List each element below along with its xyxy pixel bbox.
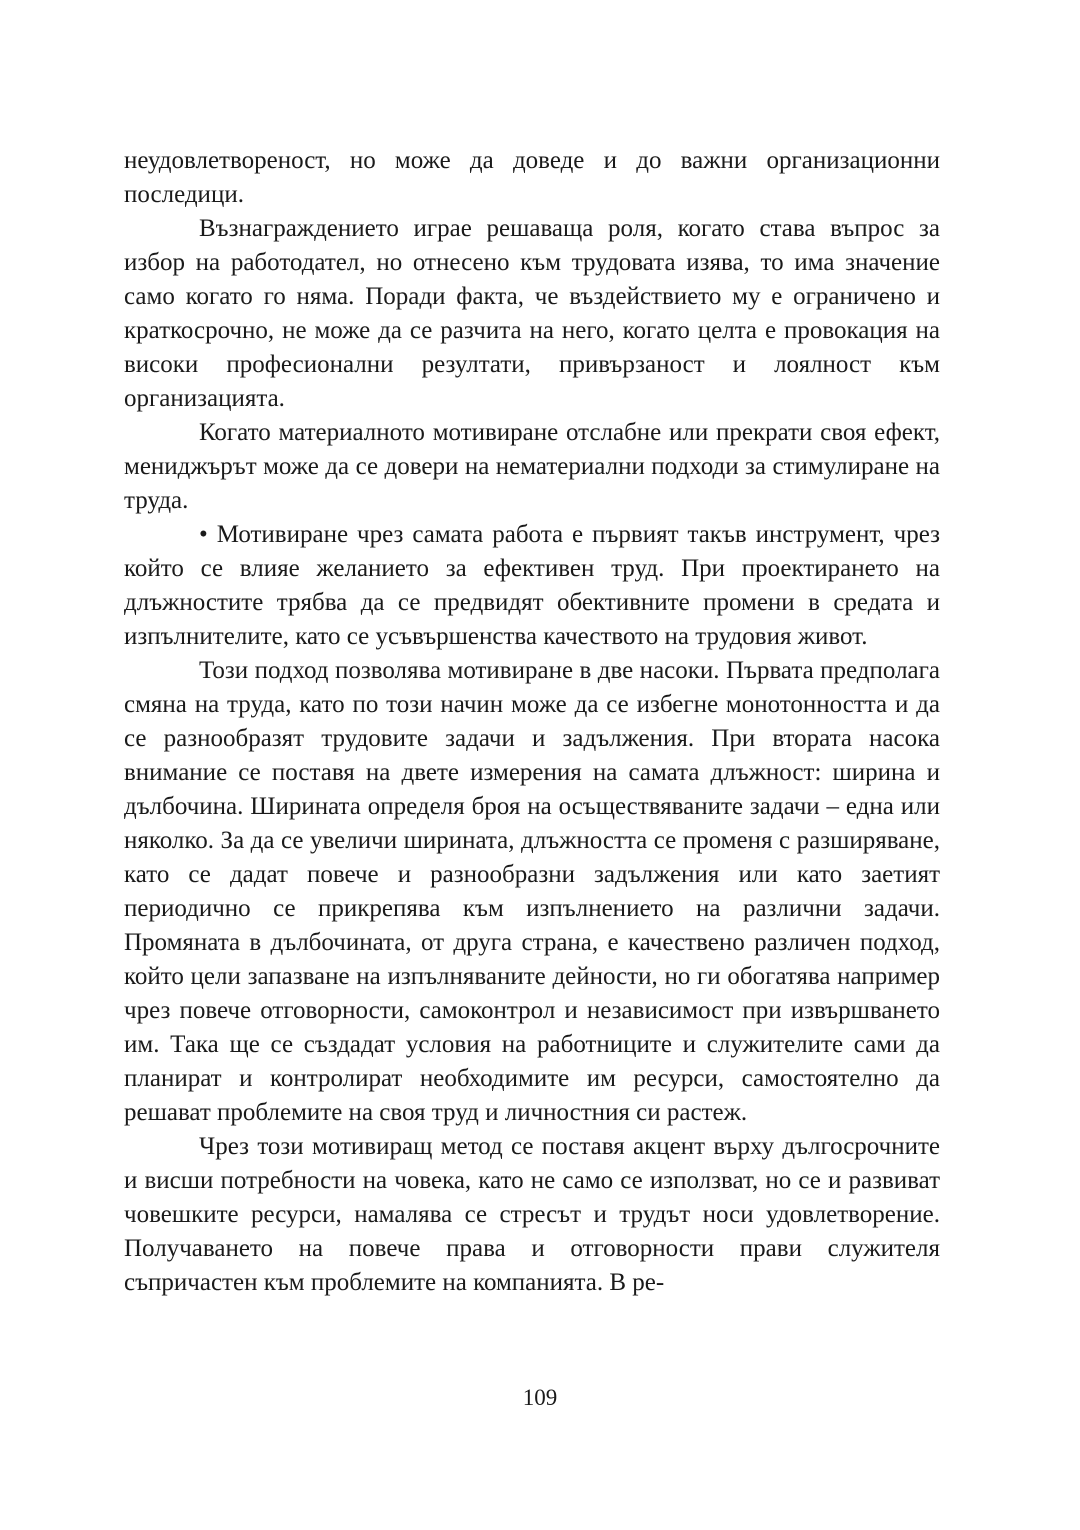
paragraph: Чрез този мотивиращ метод се поставя акцент върху дългосрочните и висши потребности на човека, като не само се използват, но се и развиват човешките ресурси, намалява се стресът и трудът носи удовлетворение. Получаването на повече права и отговорности прави служителя съпричастен към проблемите на компанията. В ре- [124, 1133, 940, 1296]
paragraph: Този подход позволява мотивиране в две насоки. Първата предполага смяна на труда, като по този начин може да се избегне монотонността и да се разнообразят трудовите задачи и задължения. При втората насока внимание се поставя на двете измерения на самата длъжност: ширина и дълбочина. Ширината определя броя на осъществяваните задачи – една или няколко. За да се увеличи ширината, длъжността се променя с разширяване, като се дадат повече и разнообразни задължения или като заетият периодично се прикрепява към изпълнението на различни задачи. Промяната в дълбочината, от друга страна, е качествено различен подход, който цели запазване на изпълняваните дейности, но ги обогатява например чрез повече отговорности, самоконтрол и независимост при извършването им. Така ще се създадат условия на работниците и служителите сами да планират и контролират необходимите им ресурси, самостоятелно да решават проблемите на своя труд и личностния си растеж. [124, 657, 940, 1126]
body-text [124, 144, 940, 1300]
paragraph: • Мотивиране чрез самата работа е първият такъв инструмент, чрез който се влияе желанието за ефективен труд. При проектирането на длъжностите трябва да се предвидят обективните промени в средата и изпълнителите, като се усъвършенства качеството на трудовия живот. [124, 521, 940, 650]
paragraph: Когато материалното мотивиране отслабне или прекрати своя ефект, мениджърът може да се довери на нематериални подходи за стимулиране на труда. [124, 419, 940, 514]
paragraph: Възнаграждението играе решаваща роля, когато става въпрос за избор на работодател, но отнесено към трудовата изява, то има значение само когато го няма. Поради факта, че въздействието му е ограничено и краткосрочно, не може да се разчита на него, когато целта е провокация на високи професионални резултати, привързаност и лоялност към организацията. [124, 215, 940, 412]
paragraph: неудовлетвореност, но може да доведе и до важни организационни последици. [124, 147, 940, 208]
page-number: 109 [522, 1385, 558, 1410]
